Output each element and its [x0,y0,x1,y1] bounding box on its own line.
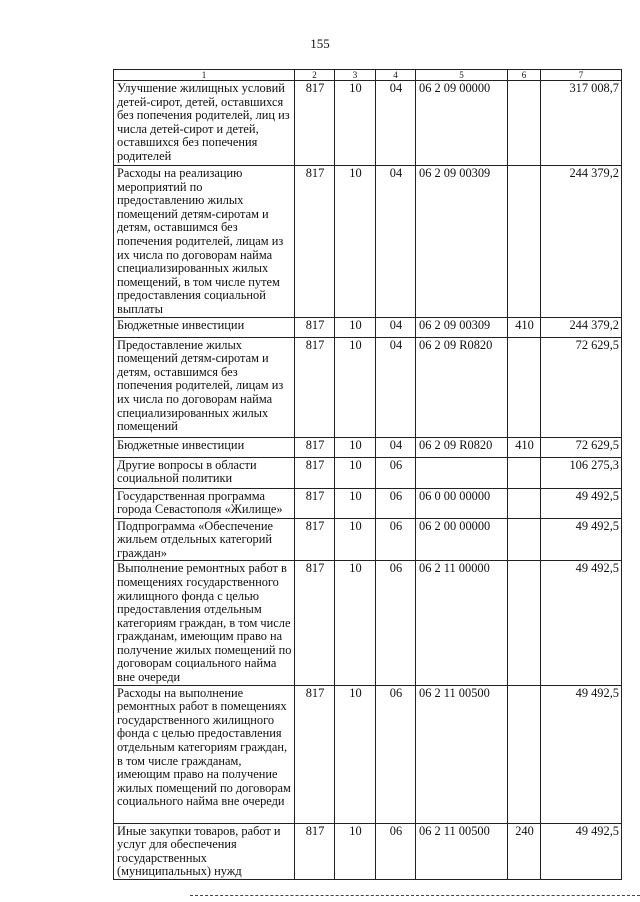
page-number: 155 [310,36,330,51]
row-csr: 06 2 11 00000 [416,561,508,685]
row-ved: 817 [295,81,335,166]
col-header-5: 5 [416,70,508,81]
row-vr: 240 [508,823,541,879]
row-sum: 49 492,5 [541,685,622,823]
table-row [114,337,622,437]
row-ved: 817 [295,823,335,879]
row-name: Предоставление жилых помещений детям-сиротам и детям, оставшимся без попечения родителей, лицам из их числа по договорам найма специализированных жилых помещений [114,337,295,437]
row-rz: 10 [335,488,376,518]
row-sum: 317 008,7 [541,81,622,166]
row-csr: 06 2 09 00309 [416,317,508,337]
row-csr: 06 2 09 00309 [416,166,508,318]
row-vr: 410 [508,317,541,337]
col-header-3: 3 [335,70,376,81]
row-name: Расходы на выполнение ремонтных работ в помещениях государственного жилищного фонда с целью предоставления отдельным категориям граждан, в том числе гражданам, имеющим право на получение жилых помещений по договорам социального найма вне очереди [114,685,295,823]
row-csr: 06 0 00 00000 [416,488,508,518]
row-ved: 817 [295,437,335,457]
col-header-6: 6 [508,70,541,81]
row-pr: 04 [376,81,416,166]
row-name: Бюджетные инвестиции [114,317,295,337]
row-ved: 817 [295,685,335,823]
row-csr: 06 2 09 R0820 [416,437,508,457]
col-header-7: 7 [541,70,622,81]
row-vr: 410 [508,437,541,457]
row-pr: 06 [376,561,416,685]
row-pr: 06 [376,488,416,518]
row-sum: 72 629,5 [541,437,622,457]
row-vr [508,166,541,318]
row-pr: 06 [376,518,416,561]
row-name: Выполнение ремонтных работ в помещениях государственного жилищного фонда с целью предоставления отдельным категориям граждан, в том числе гражданам, имеющим право на получение жилых помещений по договорам социального найма вне очереди [114,561,295,685]
row-rz: 10 [335,685,376,823]
row-csr: 06 2 09 R0820 [416,337,508,437]
row-pr: 04 [376,337,416,437]
table-row [114,457,622,488]
table-row [114,823,622,879]
row-name: Бюджетные инвестиции [114,437,295,457]
row-rz: 10 [335,457,376,488]
row-rz: 10 [335,317,376,337]
col-header-1: 1 [114,70,295,81]
row-name: Улучшение жилищных условий детей-сирот, детей, оставшихся без попечения родителей, лиц из числа детей-сирот и детей, оставшихся без попечения родителей [114,81,295,166]
row-pr: 06 [376,457,416,488]
row-name: Расходы на реализацию мероприятий по предоставлению жилых помещений детям-сиротам и детям, оставшимся без попечения родителей, лицам из их числа по договорам найма специализированных жилых помещений, в том числе путем предоставления социальной выплаты [114,166,295,318]
table-row [114,488,622,518]
row-ved: 817 [295,561,335,685]
table-row [114,81,622,166]
row-rz: 10 [335,823,376,879]
row-rz: 10 [335,518,376,561]
row-rz: 10 [335,337,376,437]
row-vr [508,561,541,685]
row-sum: 49 492,5 [541,488,622,518]
row-csr: 06 2 11 00500 [416,823,508,879]
row-sum: 49 492,5 [541,823,622,879]
table-row [114,166,622,318]
row-vr [508,81,541,166]
row-pr: 06 [376,685,416,823]
row-rz: 10 [335,561,376,685]
row-csr: 06 2 11 00500 [416,685,508,823]
row-rz: 10 [335,166,376,318]
row-sum: 106 275,3 [541,457,622,488]
row-vr [508,488,541,518]
row-ved: 817 [295,457,335,488]
row-sum: 244 379,2 [541,317,622,337]
row-vr [508,337,541,437]
row-csr: 06 2 00 00000 [416,518,508,561]
row-vr [508,685,541,823]
table-row [114,518,622,561]
header-row [114,70,622,81]
row-pr: 04 [376,437,416,457]
table-row [114,685,622,823]
row-pr: 06 [376,823,416,879]
budget-table [113,69,622,880]
row-pr: 04 [376,166,416,318]
table-row [114,437,622,457]
table-row [114,317,622,337]
row-sum: 49 492,5 [541,561,622,685]
table-row [114,561,622,685]
bottom-divider [190,895,640,896]
row-name: Другие вопросы в области социальной политики [114,457,295,488]
row-ved: 817 [295,166,335,318]
row-ved: 817 [295,337,335,437]
row-rz: 10 [335,81,376,166]
row-ved: 817 [295,317,335,337]
col-header-4: 4 [376,70,416,81]
row-sum: 49 492,5 [541,518,622,561]
row-csr: 06 2 09 00000 [416,81,508,166]
row-rz: 10 [335,437,376,457]
row-name: Государственная программа города Севастополя «Жилище» [114,488,295,518]
row-sum: 72 629,5 [541,337,622,437]
row-vr [508,457,541,488]
row-pr: 04 [376,317,416,337]
row-sum: 244 379,2 [541,166,622,318]
row-ved: 817 [295,488,335,518]
row-csr [416,457,508,488]
row-vr [508,518,541,561]
col-header-2: 2 [295,70,335,81]
row-name: Подпрограмма «Обеспечение жильем отдельных категорий граждан» [114,518,295,561]
row-name: Иные закупки товаров, работ и услуг для обеспечения государственных (муниципальных) нужд [114,823,295,879]
row-ved: 817 [295,518,335,561]
